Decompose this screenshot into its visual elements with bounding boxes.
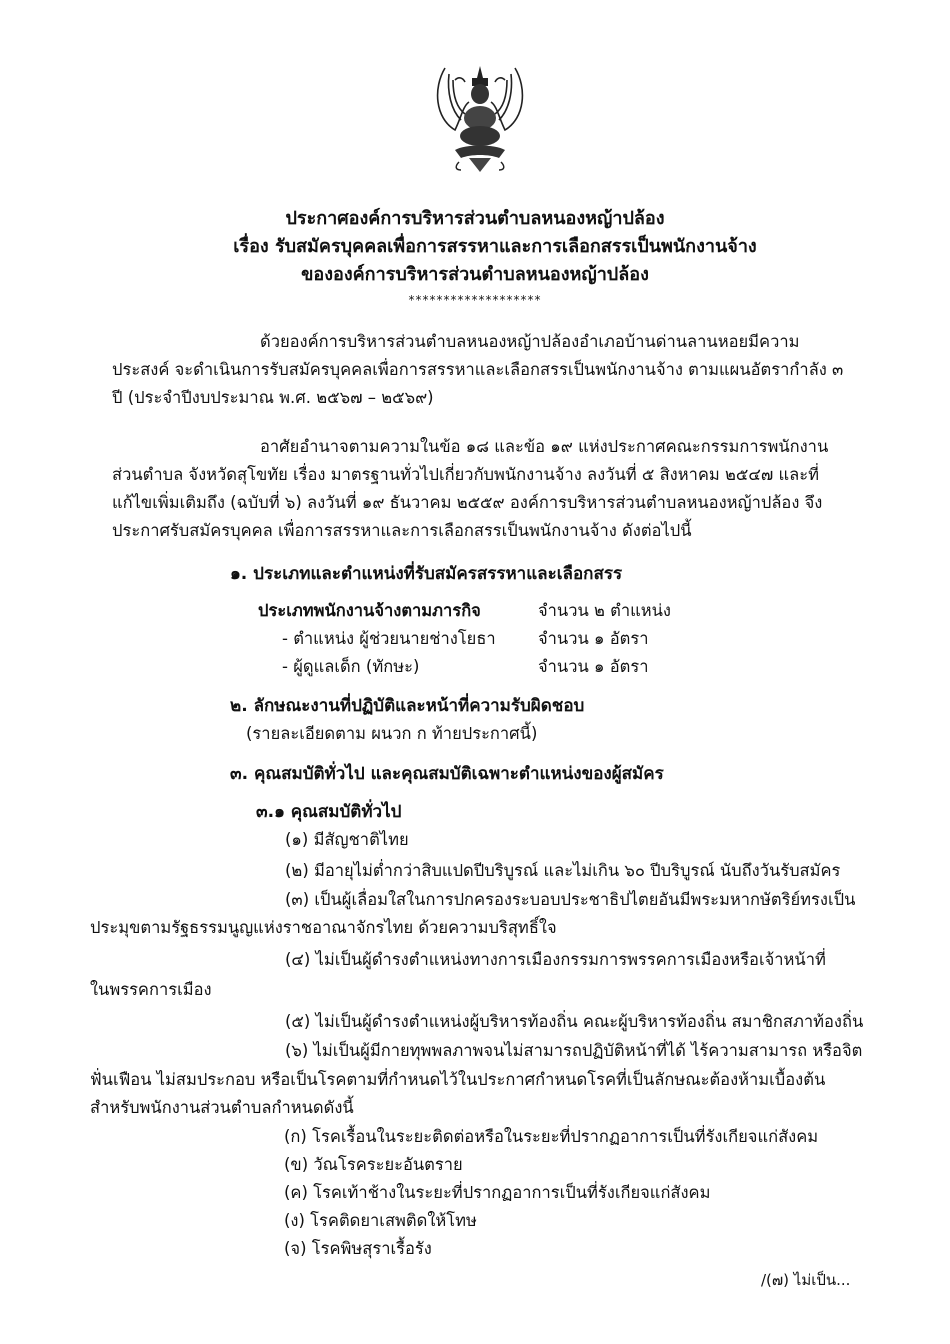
section-3-heading: ๓. คุณสมบัติทั่วไป และคุณสมบัติเฉพาะตำแหน่งของผู้สมัคร bbox=[230, 764, 664, 784]
disease-item: (ง) โรคติดยาเสพติดให้โทษ bbox=[284, 1211, 477, 1230]
announcement-title: ประกาศองค์การบริหารส่วนตำบลหนองหญ้าปล้อง bbox=[285, 208, 665, 229]
qualification-item-continued: ในพรรคการเมือง bbox=[90, 980, 212, 999]
section-1-heading: ๑. ประเภทและตำแหน่งที่รับสมัครสรรหาและเลือกสรร bbox=[230, 564, 623, 584]
qualification-item-continued: สำหรับพนักงานส่วนตำบลกำหนดดังนี้ bbox=[90, 1098, 354, 1117]
qualification-item-continued: ฟั่นเฟือน ไม่สมประกอบ หรือเป็นโรคตามที่กำหนดไว้ในประกาศกำหนดโรคที่เป็นลักษณะต้องห้ามเบื้องต้น bbox=[90, 1070, 826, 1089]
position-label: ประเภทพนักงานจ้างตามภารกิจ bbox=[258, 601, 481, 620]
disease-item: (จ) โรคพิษสุราเรื้อรัง bbox=[284, 1239, 432, 1258]
intro-paragraph-1-text: ด้วยองค์การบริหารส่วนตำบลหนองหญ้าปล้องอำเภอบ้านด่านลานหอยมีความประสงค์ จะดำเนินการรับสมัครบุคคลเพื่อการสรรหาและเลือกสรรเป็นพนักงานจ้าง ตามแผนอัตรากำลัง ๓ ปี (ประจำปีงบประมาณ พ.ศ. ๒๕๖๗ – ๒๕๖๙) bbox=[112, 332, 844, 407]
position-count: จำนวน ๑ อัตรา bbox=[538, 657, 649, 676]
qualification-item: (๕) ไม่เป็นผู้ดำรงตำแหน่งผู้บริหารท้องถิ่น คณะผู้บริหารท้องถิ่น สมาชิกสภาท้องถิ่น bbox=[285, 1012, 864, 1031]
intro-paragraph-2-text: อาศัยอำนาจตามความในข้อ ๑๘ และข้อ ๑๙ แห่งประกาศคณะกรรมการพนักงานส่วนตำบล จังหวัดสุโขทัย เรื่อง มาตรฐานทั่วไปเกี่ยวกับพนักงานจ้าง ลงวันที่ ๕ สิงหาคม ๒๕๔๗ และที่แก้ไขเพิ่มเติมถึง (ฉบับที่ ๖) ลงวันที่ ๑๙ ธันวาคม ๒๕๕๙ องค์การบริหารส่วนตำบลหนองหญ้าปล้อง จึงประกาศรับสมัครบุคคล เพื่อการสรรหาและการเลือกสรรเป็นพนักงานจ้าง ดังต่อไปนี้ bbox=[112, 437, 829, 540]
announcement-subject: เรื่อง รับสมัครบุคคลเพื่อการสรรหาและการเลือกสรรเป็นพนักงานจ้าง bbox=[233, 236, 757, 257]
section-3-1-heading: ๓.๑ คุณสมบัติทั่วไป bbox=[256, 802, 402, 822]
qualification-item-continued: ประมุขตามรัฐธรรมนูญแห่งราชอาณาจักรไทย ด้วยความบริสุทธิ์ใจ bbox=[90, 918, 557, 937]
position-count: จำนวน ๒ ตำแหน่ง bbox=[538, 601, 671, 620]
separator: ******************* bbox=[408, 293, 542, 307]
intro-paragraph-1 bbox=[112, 328, 847, 412]
position-label: - ผู้ดูแลเด็ก (ทักษะ) bbox=[282, 657, 420, 676]
announcement-header bbox=[0, 205, 950, 309]
section-2-note: (รายละเอียดตาม ผนวก ก ท้ายประกาศนี้) bbox=[246, 724, 538, 743]
intro-paragraph-2 bbox=[112, 433, 847, 545]
section-2-heading: ๒. ลักษณะงานที่ปฏิบัติและหน้าที่ความรับผิดชอบ bbox=[230, 696, 585, 716]
qualification-item: (๓) เป็นผู้เลื่อมใสในการปกครองระบอบประชาธิปไตยอันมีพระมหากษัตริย์ทรงเป็น bbox=[285, 890, 856, 909]
continuation-note: /(๗) ไม่เป็น... bbox=[761, 1271, 851, 1289]
position-count: จำนวน ๑ อัตรา bbox=[538, 629, 649, 648]
qualification-item: (๖) ไม่เป็นผู้มีกายทุพพลภาพจนไม่สามารถปฏิบัติหน้าที่ได้ ไร้ความสามารถ หรือจิต bbox=[285, 1041, 863, 1060]
position-row bbox=[258, 625, 728, 653]
disease-item: (ข) วัณโรคระยะอันตราย bbox=[284, 1155, 463, 1174]
position-row bbox=[258, 597, 728, 625]
position-label: - ตำแหน่ง ผู้ช่วยนายช่างโยธา bbox=[282, 629, 496, 648]
garuda-emblem-icon bbox=[425, 58, 535, 178]
position-row bbox=[258, 653, 728, 681]
qualification-item: (๒) มีอายุไม่ต่ำกว่าสิบแปดปีบริบูรณ์ และไม่เกิน ๖๐ ปีบริบูรณ์ นับถึงวันรับสมัคร bbox=[285, 861, 841, 880]
announcement-organization: ขององค์การบริหารส่วนตำบลหนองหญ้าปล้อง bbox=[301, 264, 649, 285]
qualification-item: (๔) ไม่เป็นผู้ดำรงตำแหน่งทางการเมืองกรรมการพรรคการเมืองหรือเจ้าหน้าที่ bbox=[285, 950, 826, 969]
disease-item: (ก) โรคเรื้อนในระยะติดต่อหรือในระยะที่ปรากฏอาการเป็นที่รังเกียจแก่สังคม bbox=[284, 1127, 819, 1146]
qualification-item: (๑) มีสัญชาติไทย bbox=[285, 830, 409, 849]
disease-item: (ค) โรคเท้าช้างในระยะที่ปรากฏอาการเป็นที่รังเกียจแก่สังคม bbox=[284, 1183, 711, 1202]
